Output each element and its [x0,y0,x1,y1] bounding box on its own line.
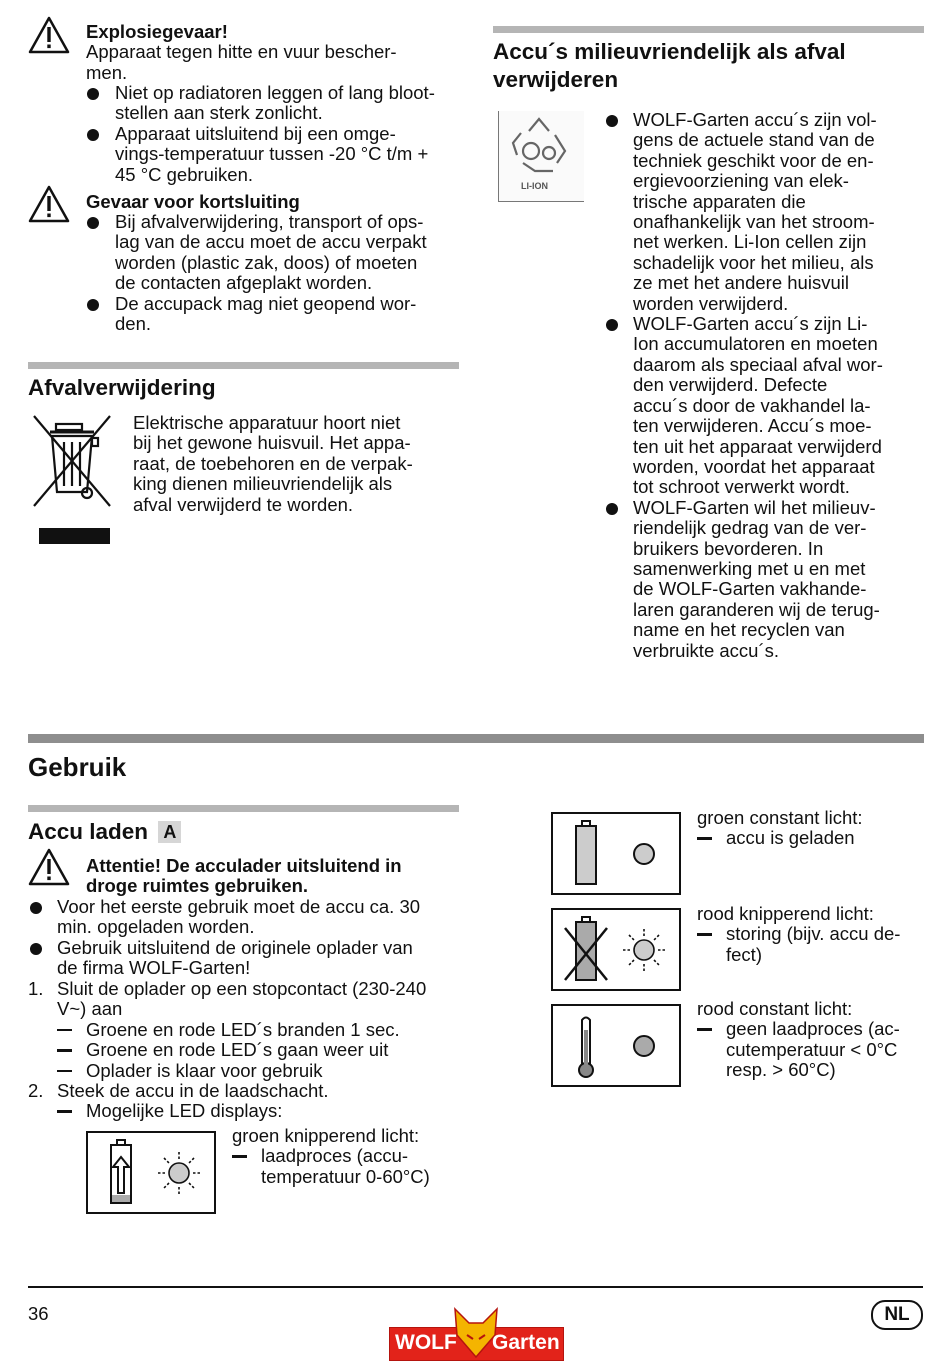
led-description [232,1126,462,1187]
led-desc-line: cutemperatuur < 0°C [726,1038,898,1060]
list-item-line: Apparaat uitsluitend bij een omge- [115,122,396,144]
paragraph-line: afval verwijderd te worden. [133,493,354,515]
explosion-intro-line: Apparaat tegen hitte en vuur bescher- [86,41,397,63]
dash-icon [697,837,712,840]
list-item-line: den. [115,313,152,335]
charging-bullets [28,897,468,979]
list-item-line: daarom als speciaal afval wor- [633,353,883,375]
list-item-line: techniek geschikt voor de en- [633,149,874,171]
list-item-line: ten verwijderen. Accu´s moe- [633,415,872,437]
battery-defect-icon [553,910,679,989]
heading-line: Accu´s milieuvriendelijk als afval [493,39,846,64]
dash-icon [697,1028,712,1031]
footer-rule [28,1286,923,1288]
list-item-line: net werken. Li-Ion cellen zijn [633,231,867,253]
bullet-icon [606,503,618,515]
usage-heading: Gebruik [28,752,127,782]
list-item [28,938,468,979]
charging-steps [28,979,468,1122]
page-number: 36 [28,1303,49,1324]
language-code: NL [884,1304,910,1325]
list-item-line: Bij afvalverwijdering, transport of ops- [115,211,424,232]
led-label: rood knipperend licht: [697,903,874,924]
list-item-line: laren garanderen wij de terug- [633,598,880,620]
dash-icon [57,1110,72,1113]
list-item-line: de firma WOLF-Garten! [57,957,251,979]
charging-heading-text: Accu laden [28,819,149,844]
list-item-line: schadelijk voor het milieu, als [633,251,874,273]
list-item-line: riendelijk gedrag van de ver- [633,517,867,539]
led-label: groen knipperend licht: [232,1125,420,1146]
led-label: rood constant licht: [697,998,853,1019]
bullet-icon [87,299,99,311]
list-item-line: Niet op radiatoren leggen of lang bloot- [115,82,435,103]
led-desc-line: resp. > 60°C) [726,1059,836,1081]
step-line: Steek de accu in de laadschacht. [57,1080,329,1102]
sub-item [232,1146,462,1187]
section-divider-main [28,734,924,743]
short-circuit-list [86,212,466,334]
list-item-line: min. opgeladen worden. [57,916,255,938]
li-ion-label: LI-ION [521,181,548,191]
battery-disposal-heading [493,38,846,94]
list-item-line: trische apparaten die [633,190,806,212]
list-item-line: lag van de accu moet de accu verpakt [115,231,427,253]
list-item-line: Voor het eerste gebruik moet de accu ca. 30 [57,896,421,917]
list-item-line: WOLF-Garten accu´s zijn Li- [633,313,868,335]
list-item-line: onafhankelijk van het stroom- [633,211,875,233]
sub-item-text: Mogelijke LED displays: [86,1100,283,1122]
logo-text-left: WOLF [395,1331,457,1354]
list-item-line: worden verwijderd. [633,292,789,314]
section-divider [28,805,459,812]
led-label: groen constant licht: [697,807,863,828]
sub-item [697,924,927,965]
paragraph-line: raat, de toebehoren en de verpak- [133,452,413,474]
step-item [28,1081,468,1122]
list-item-line: ergievoorziening van elek- [633,170,849,192]
led-desc-line: geen laadproces (ac- [726,1018,900,1040]
list-item-line: accu´s door de vakhandel la- [633,394,871,416]
section-divider [28,362,459,369]
bullet-icon [87,129,99,141]
charging-heading [28,818,181,846]
step-number: 1. [28,978,44,999]
list-item-line: verbruikte accu´s. [633,639,779,661]
list-item-line: ten uit het apparaat verwijderd [633,435,882,457]
wolf-garten-logo [389,1305,562,1359]
list-item-line: Ion accumulatoren en moeten [633,333,878,355]
list-item-line: samenwerking met u en met [633,557,866,579]
step-line: V~) aan [57,998,123,1020]
dash-icon [57,1049,72,1052]
disposal-text [133,413,463,515]
list-item [86,83,466,124]
dash-icon [232,1155,247,1158]
heading-line: verwijderen [493,67,619,92]
led-desc-line: storing (bijv. accu de- [726,923,901,945]
dash-icon [697,933,712,936]
li-ion-recycling-icon [498,111,584,202]
sub-item [697,1019,927,1080]
sub-item-text: Oplader is klaar voor gebruik [86,1059,323,1081]
sub-item [57,1101,468,1121]
section-divider [493,26,924,33]
charging-attention [86,856,466,897]
bullet-icon [606,115,618,127]
bullet-icon [87,88,99,100]
sub-item [57,1040,468,1060]
list-item-line: de WOLF-Garten vakhande- [633,578,867,600]
bullet-icon [30,943,42,955]
warning-triangle-icon [28,848,70,886]
step-number: 2. [28,1080,44,1102]
bullet-icon [606,319,618,331]
list-item [604,110,924,314]
sub-item-text: Groene en rode LED´s gaan weer uit [86,1039,389,1061]
disposal-heading: Afvalverwijdering [28,375,216,400]
led-description [697,808,927,849]
list-item-line: stellen aan sterk zonlicht. [115,102,323,124]
led-display-fault [551,908,681,991]
led-description [697,904,927,965]
bullet-icon [30,902,42,914]
step-item [28,979,468,1081]
list-item-line: de contacten afgeplakt worden. [115,272,373,294]
dash-icon [57,1029,72,1032]
sub-item [57,1061,468,1081]
led-desc-line: accu is geladen [726,827,855,849]
list-item-line: bruikers bevorderen. In [633,537,824,559]
explosion-list [86,83,466,185]
dash-icon [57,1070,72,1073]
battery-charging-icon [88,1133,214,1212]
list-item [86,212,466,294]
list-item-line: WOLF-Garten accu´s zijn vol- [633,109,877,130]
list-item-line: tot schroot verwerkt wordt. [633,476,850,498]
attention-line: droge ruimtes gebruiken. [86,875,309,897]
list-item [604,498,924,661]
led-desc-line: laadproces (accu- [261,1145,409,1167]
list-item-line: name en het recyclen van [633,619,845,641]
sub-item [57,1020,468,1040]
bullet-icon [87,217,99,229]
list-item [604,314,924,498]
thermometer-icon [553,1006,679,1085]
short-circuit-title: Gevaar voor kortsluiting [86,191,300,212]
list-item [86,124,466,185]
led-desc-line: fect) [726,943,762,965]
list-item-line: De accupack mag niet geopend wor- [115,292,417,314]
logo-text-right: Garten [492,1331,560,1354]
list-item-line: ze met het andere huisvuil [633,272,849,294]
led-display-charging [86,1131,216,1214]
led-desc-line: temperatuur 0-60°C) [261,1165,430,1187]
warning-triangle-icon [28,185,70,223]
led-display-charged [551,812,681,895]
language-badge [871,1300,923,1330]
paragraph-line: bij het gewone huisvuil. Het appa- [133,432,411,454]
step-line: Sluit de oplader op een stopcontact (230-240 [57,978,427,999]
list-item-line: gens de actuele stand van de [633,129,875,151]
list-item [28,897,468,938]
list-item-line: worden, voordat het apparaat [633,455,875,477]
list-item-line: vings-temperatuur tussen -20 °C t/m + [115,143,429,165]
explosion-warning [86,22,466,83]
list-item-line: den verwijderd. Defecte [633,374,828,396]
attention-line: Attentie! De acculader uitsluitend in [86,855,402,876]
battery-full-icon [553,814,679,893]
warning-triangle-icon [28,16,70,54]
list-item-line: 45 °C gebruiken. [115,163,254,185]
paragraph-line: king dienen milieuvriendelijk als [133,473,393,495]
list-item-line: worden (plastic zak, doos) of moeten [115,251,418,273]
sub-item-text: Groene en rode LED´s branden 1 sec. [86,1018,400,1040]
list-item [86,294,466,335]
explosion-intro-line: men. [86,61,128,83]
recycle-arrows-icon [499,111,584,185]
crossed-bin-icon [30,412,116,546]
list-item-line: WOLF-Garten wil het milieuv- [633,496,876,518]
explosion-title: Explosiegevaar! [86,21,228,42]
figure-ref-badge: A [158,821,181,843]
battery-disposal-list [604,110,924,661]
list-item-line: Gebruik uitsluitend de originele oplader van [57,936,413,958]
paragraph-line: Elektrische apparatuur hoort niet [133,412,401,433]
led-display-temperature [551,1004,681,1087]
sub-item [697,828,927,848]
led-description [697,999,927,1081]
